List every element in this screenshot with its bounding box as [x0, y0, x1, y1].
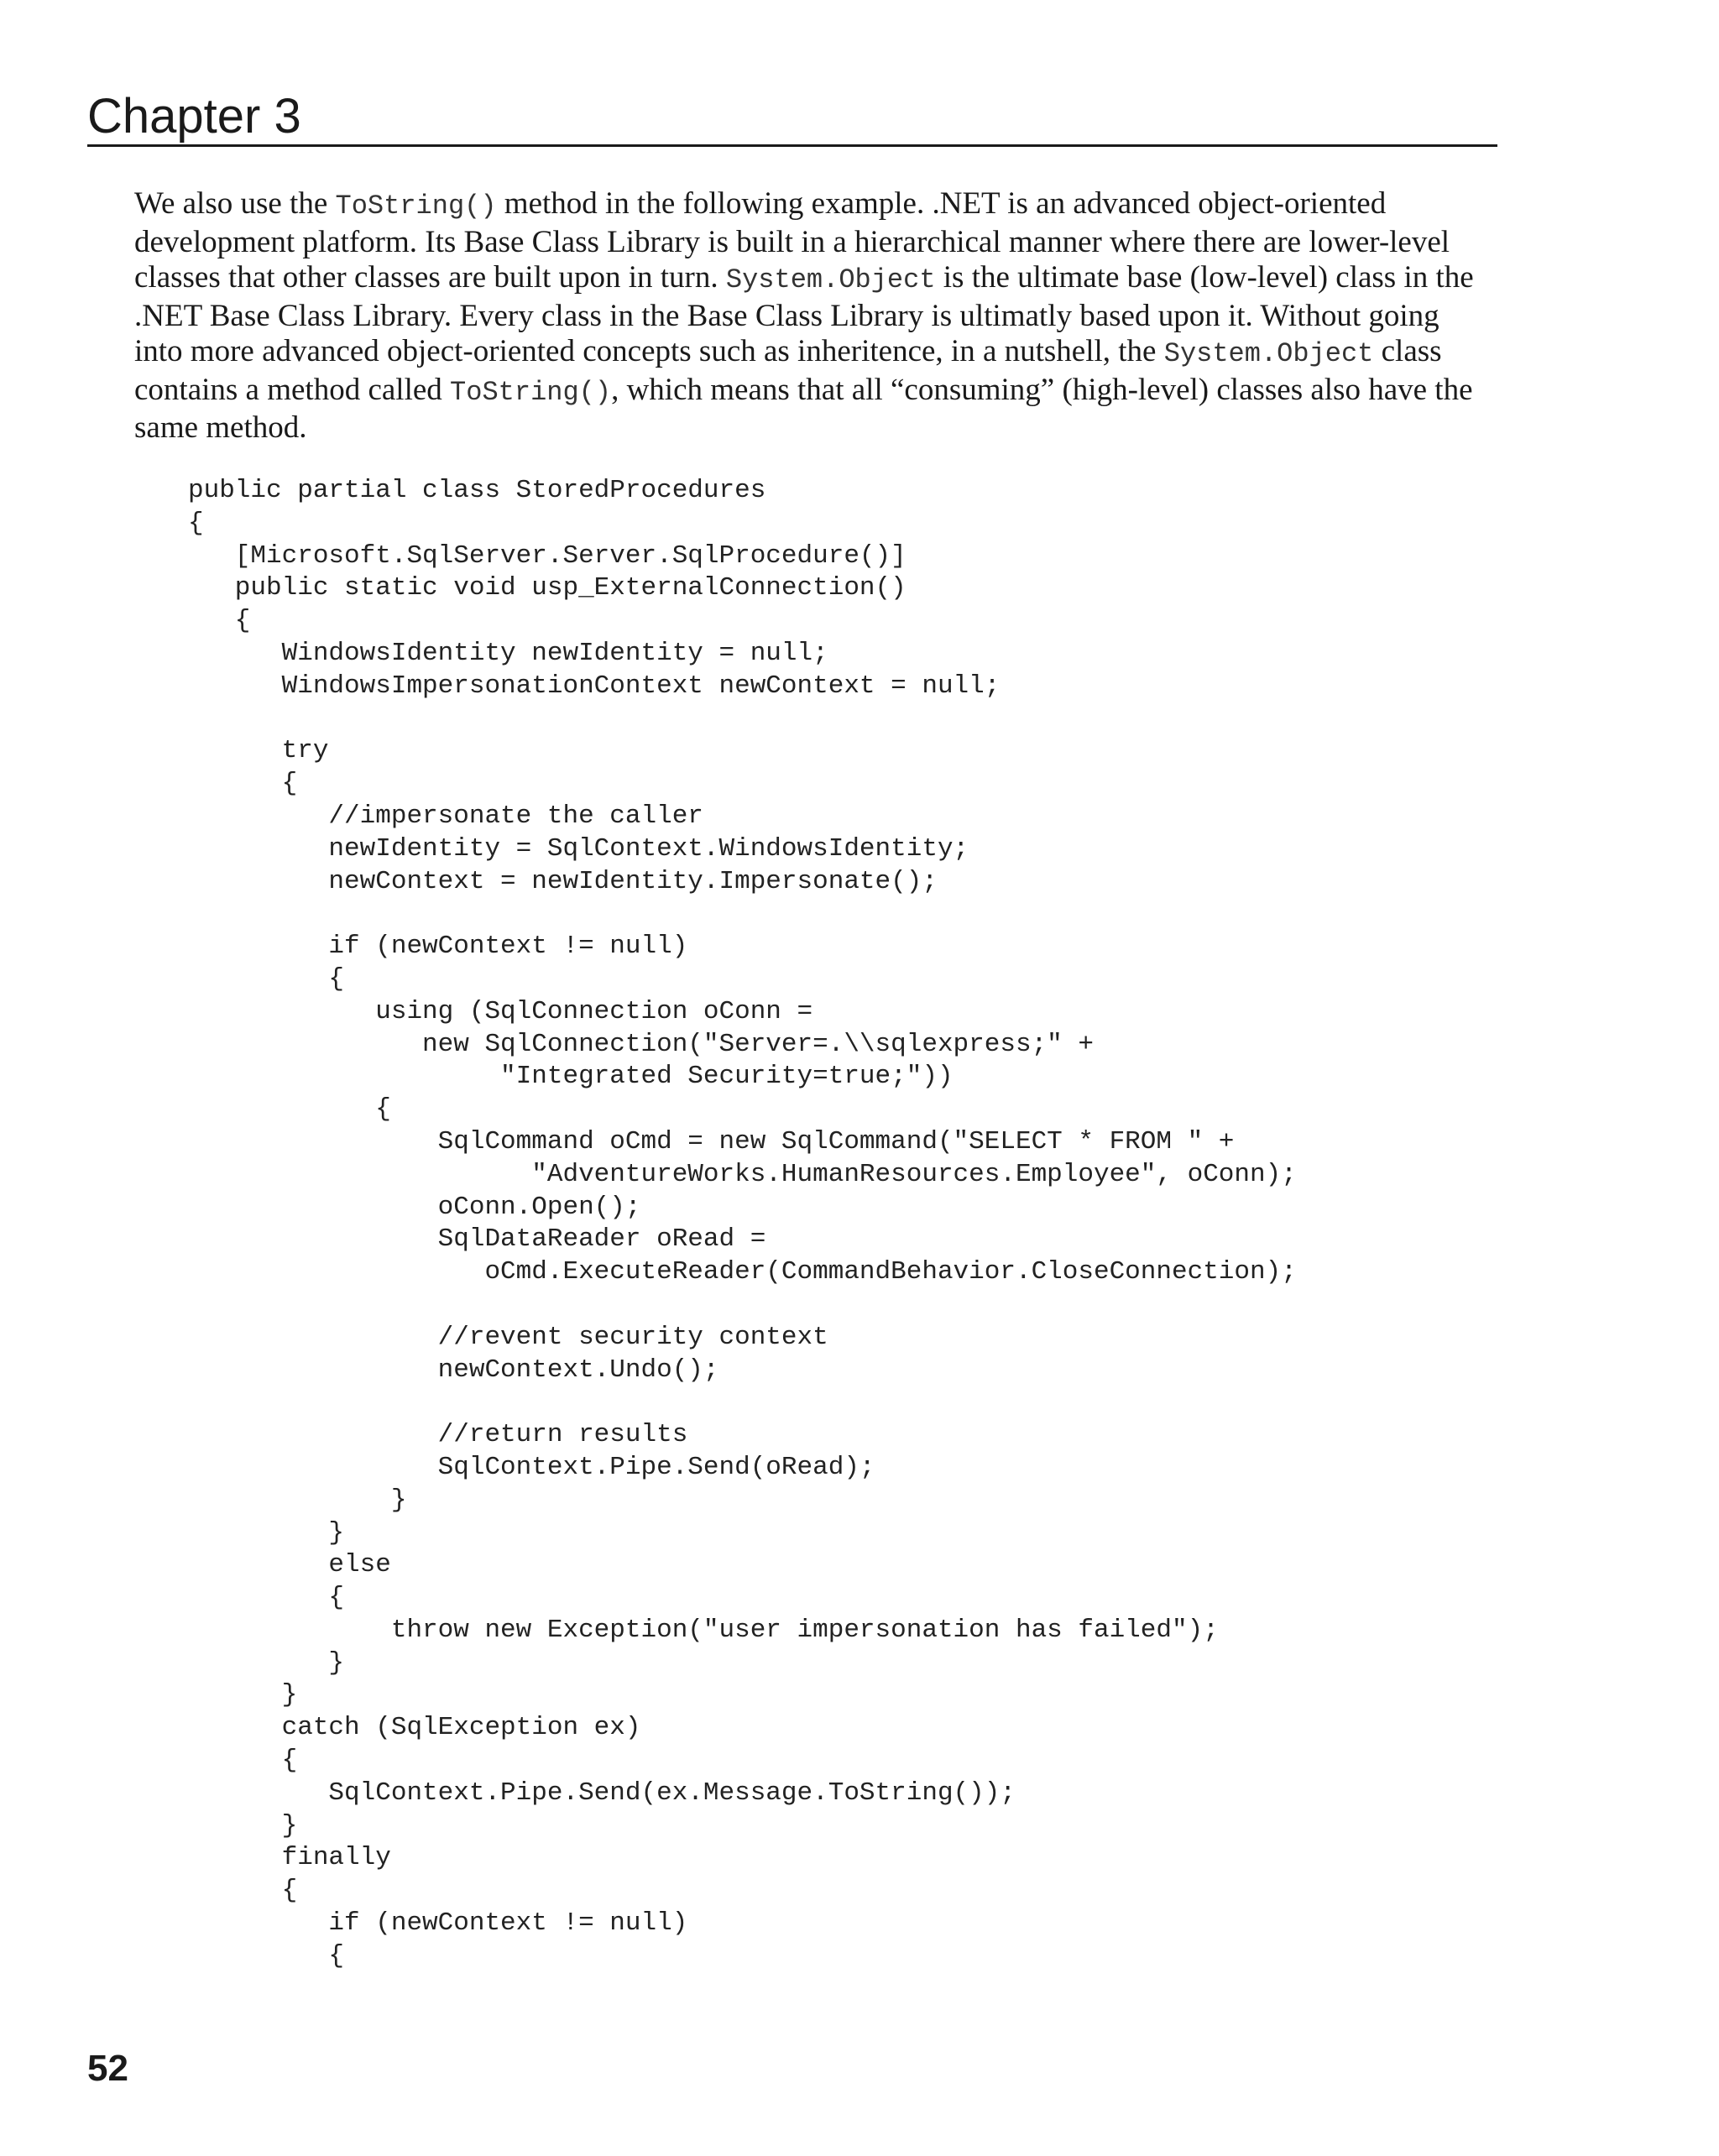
paragraph-text: class contains a method called [134, 334, 1442, 407]
paragraph-text: We also use the [134, 186, 336, 221]
paragraph-text: is the ultimate base (low-level) class in the .NET Base Class Library. Every class in the Base Class Library is ultimatly based upon it. Without going into more advanced object-oriented concepts such as inheritence, in a nutshell, the [134, 260, 1474, 368]
code-line [188, 898, 1297, 931]
inline-code-tostring: ToString() [450, 376, 612, 408]
code-line: { [188, 1583, 345, 1613]
code-line: finally [188, 1843, 391, 1873]
code-line: } [188, 1647, 345, 1678]
code-line: { [188, 1940, 345, 1971]
code-line: oConn.Open(); [188, 1192, 641, 1222]
chapter-title: Chapter 3 [87, 89, 301, 144]
code-line: SqlContext.Pipe.Send(oRead); [188, 1452, 875, 1482]
code-line: [Microsoft.SqlServer.Server.SqlProcedure()] [188, 540, 907, 571]
paragraph-text: , which means that all “consuming” (high-level) classes also have the same method. [134, 372, 1473, 445]
code-line: } [188, 1517, 345, 1548]
code-listing [188, 475, 1297, 1973]
code-line: public static void usp_ExternalConnection() [188, 573, 907, 603]
paragraph-text: method in the following example. .NET is an advanced object-oriented development platform. Its Base Class Library is built in a hierarchical manner where there are lower-level classes that other classes are built upon in turn. [134, 186, 1450, 295]
code-line: { [188, 1876, 298, 1906]
code-line: { [188, 508, 204, 538]
code-line: new SqlConnection("Server=.\\sqlexpress;" + [188, 1029, 1094, 1059]
code-line: "Integrated Security=true;")) [188, 1062, 954, 1092]
code-line: { [188, 606, 251, 636]
header-rule [87, 144, 1497, 147]
code-line [188, 703, 1297, 736]
code-line: try [188, 736, 329, 766]
code-line: catch (SqlException ex) [188, 1713, 641, 1743]
code-line: //return results [188, 1420, 688, 1450]
inline-code-tostring: ToString() [335, 191, 497, 222]
inline-code-system-object: System.Object [725, 264, 936, 295]
code-line: oCmd.ExecuteReader(CommandBehavior.CloseConnection); [188, 1257, 1297, 1287]
code-line: //revent security context [188, 1322, 828, 1352]
code-line: if (newContext != null) [188, 1908, 688, 1939]
code-line: throw new Exception("user impersonation has failed"); [188, 1615, 1219, 1645]
code-line: using (SqlConnection oConn = [188, 996, 813, 1026]
inline-code-system-object: System.Object [1163, 338, 1374, 369]
code-line: //impersonate the caller [188, 801, 703, 831]
code-line [188, 1386, 1297, 1419]
code-line: { [188, 1746, 298, 1776]
code-line [188, 1289, 1297, 1322]
code-line: } [188, 1485, 407, 1515]
code-line: { [188, 963, 345, 994]
code-line: WindowsImpersonationContext newContext = null; [188, 671, 1001, 701]
code-line: SqlDataReader oRead = [188, 1224, 766, 1255]
code-line: public partial class StoredProcedures [188, 476, 766, 505]
code-line: else [188, 1550, 391, 1580]
code-line: { [188, 769, 298, 799]
code-line: newContext = newIdentity.Impersonate(); [188, 866, 938, 896]
code-line: SqlContext.Pipe.Send(ex.Message.ToString()); [188, 1778, 1016, 1808]
code-line: newIdentity = SqlContext.WindowsIdentity; [188, 833, 969, 864]
code-line: WindowsIdentity newIdentity = null; [188, 638, 828, 668]
code-line: "AdventureWorks.HumanResources.Employee", oConn); [188, 1159, 1297, 1189]
code-line: SqlCommand oCmd = new SqlCommand("SELECT * FROM " + [188, 1126, 1235, 1156]
body-paragraph [134, 186, 1477, 446]
code-line: if (newContext != null) [188, 932, 688, 962]
page-number: 52 [87, 2048, 128, 2089]
code-line: newContext.Undo(); [188, 1355, 719, 1385]
code-line: } [188, 1680, 298, 1710]
code-line: { [188, 1094, 391, 1125]
code-line: } [188, 1810, 298, 1840]
